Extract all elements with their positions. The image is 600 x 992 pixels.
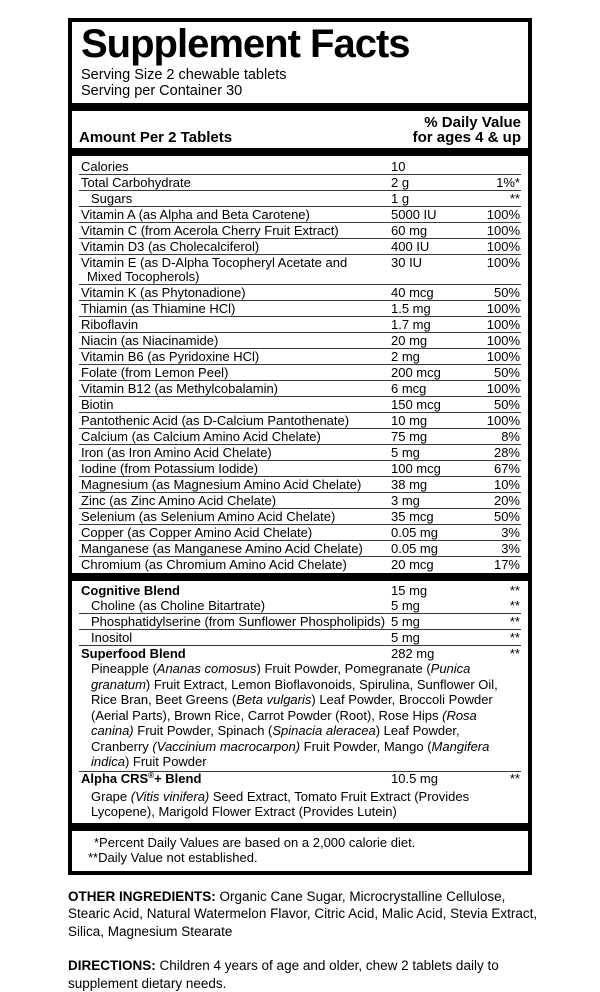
- other-ingredients: [68, 888, 546, 941]
- nutrient-daily-value: [477, 160, 521, 174]
- blend-description: Pineapple (Ananas comosus) Fruit Powder, Pomegranate (Punica granatum) Fruit Extract, Lemon Bioflavonoids, Spirulina, Sunflower Oil, Rice Bran, Beet Greens (Beta vulgaris) Leaf Powder, Broccoli Powder (Aerial Parts), Brown Rice, Carrot Powder (Root), Rose Hips (Rosa canina) Fruit Powder, Spinach (Spinacia aleracea) Leaf Powder, Cranberry (Vaccinium macrocarpon) Fruit Powder, Mango (Mangifera indica) Fruit Powder: [79, 661, 521, 771]
- divider-bar: [72, 823, 528, 831]
- nutrient-amount: 5 mg: [391, 631, 477, 645]
- nutrient-name: Vitamin K (as Phytonadione): [79, 286, 391, 300]
- nutrient-name: Zinc (as Zinc Amino Acid Chelate): [79, 494, 391, 508]
- nutrient-name: Calories: [79, 160, 391, 174]
- nutrient-name: Iron (as Iron Amino Acid Chelate): [79, 446, 391, 460]
- footnote: **Daily Value not established.: [79, 850, 521, 865]
- nutrient-row: [79, 492, 521, 508]
- blend-header-row: [79, 771, 521, 789]
- nutrient-row: [79, 524, 521, 540]
- daily-value-header: [413, 115, 521, 145]
- nutrient-amount: 1.7 mg: [391, 318, 477, 332]
- nutrient-name: Phosphatidylserine (from Sunflower Phospholipids): [79, 615, 391, 629]
- nutrient-amount: 282 mg: [391, 647, 477, 661]
- nutrient-daily-value: 3%: [477, 526, 521, 540]
- nutrient-row: [79, 222, 521, 238]
- nutrient-row: [79, 174, 521, 190]
- divider-bar: [72, 103, 528, 111]
- nutrient-row: [79, 300, 521, 316]
- supplement-facts-panel: [68, 18, 532, 875]
- nutrient-amount: 10 mg: [391, 414, 477, 428]
- nutrient-name: Calcium (as Calcium Amino Acid Chelate): [79, 430, 391, 444]
- nutrient-amount: 60 mg: [391, 224, 477, 238]
- nutrient-daily-value: **: [477, 599, 521, 613]
- nutrient-daily-value: 50%: [477, 366, 521, 380]
- nutrient-name: Vitamin E (as D-Alpha Tocopheryl Acetate and Mixed Tocopherols): [79, 256, 391, 284]
- nutrient-amount: 2 mg: [391, 350, 477, 364]
- nutrient-amount: 5 mg: [391, 615, 477, 629]
- nutrient-amount: 30 IU: [391, 256, 477, 284]
- other-ingredients-label: OTHER INGREDIENTS:: [68, 889, 216, 904]
- nutrient-daily-value: **: [477, 631, 521, 645]
- nutrient-daily-value: 100%: [477, 334, 521, 348]
- nutrient-amount: 20 mg: [391, 334, 477, 348]
- nutrient-daily-value: 67%: [477, 462, 521, 476]
- directions-label: DIRECTIONS:: [68, 958, 156, 973]
- table-header: [79, 111, 521, 148]
- blend-header-row: [79, 583, 521, 598]
- nutrient-amount: 40 mcg: [391, 286, 477, 300]
- nutrient-amount: 1.5 mg: [391, 302, 477, 316]
- amount-per-label: Amount Per 2 Tablets: [79, 130, 232, 145]
- nutrient-name: Folate (from Lemon Peel): [79, 366, 391, 380]
- nutrient-daily-value: 100%: [477, 382, 521, 396]
- nutrient-amount: 3 mg: [391, 494, 477, 508]
- nutrient-amount: 0.05 mg: [391, 526, 477, 540]
- nutrient-row: [79, 190, 521, 206]
- nutrient-daily-value: 50%: [477, 510, 521, 524]
- blend-header-row: [79, 646, 521, 661]
- nutrient-name: Sugars: [79, 192, 391, 206]
- nutrient-daily-value: **: [477, 584, 521, 598]
- nutrient-amount: 100 mcg: [391, 462, 477, 476]
- nutrient-amount: 6 mcg: [391, 382, 477, 396]
- bottom-text: [68, 888, 546, 992]
- nutrient-amount: 38 mg: [391, 478, 477, 492]
- nutrient-daily-value: 100%: [477, 302, 521, 316]
- nutrient-row: [79, 444, 521, 460]
- nutrient-name: Alpha CRS®+ Blend: [79, 772, 391, 788]
- nutrient-amount: 400 IU: [391, 240, 477, 254]
- nutrient-amount: 15 mg: [391, 584, 477, 598]
- nutrient-daily-value: 100%: [477, 350, 521, 364]
- nutrient-daily-value: 100%: [477, 240, 521, 254]
- daily-value-line2: for ages 4 & up: [413, 129, 521, 146]
- nutrient-amount: 75 mg: [391, 430, 477, 444]
- blend-description: Grape (Vitis vinifera) Seed Extract, Tomato Fruit Extract (Provides Lycopene), Marigold Flower Extract (Provides Lutein): [79, 789, 521, 821]
- nutrient-name: Copper (as Copper Amino Acid Chelate): [79, 526, 391, 540]
- nutrient-row: [79, 348, 521, 364]
- nutrient-amount: 35 mcg: [391, 510, 477, 524]
- nutrient-row: [79, 159, 521, 174]
- nutrient-amount: 5 mg: [391, 599, 477, 613]
- divider-bar: [72, 573, 528, 581]
- nutrient-row: [79, 380, 521, 396]
- blend-item-row: [79, 614, 521, 630]
- nutrient-row: [79, 428, 521, 444]
- nutrient-daily-value: 50%: [477, 398, 521, 412]
- nutrient-row: [79, 556, 521, 572]
- nutrient-name: Choline (as Choline Bitartrate): [79, 599, 391, 613]
- nutrient-name: Riboflavin: [79, 318, 391, 332]
- blend-item-row: [79, 630, 521, 646]
- nutrient-row: [79, 396, 521, 412]
- divider-bar: [72, 148, 528, 156]
- nutrient-row: [79, 238, 521, 254]
- nutrient-daily-value: **: [477, 772, 521, 788]
- nutrient-daily-value: 50%: [477, 286, 521, 300]
- nutrient-name: Magnesium (as Magnesium Amino Acid Chelate): [79, 478, 391, 492]
- nutrient-daily-value: 100%: [477, 208, 521, 222]
- nutrient-name: Manganese (as Manganese Amino Acid Chelate): [79, 542, 391, 556]
- nutrient-daily-value: 3%: [477, 542, 521, 556]
- footnote: *Percent Daily Values are based on a 2,000 calorie diet.: [79, 835, 521, 850]
- nutrient-amount: 20 mcg: [391, 558, 477, 572]
- nutrient-amount: 5 mg: [391, 446, 477, 460]
- nutrient-daily-value: 8%: [477, 430, 521, 444]
- nutrient-daily-value: 10%: [477, 478, 521, 492]
- footnotes: [79, 831, 521, 871]
- nutrient-name: Chromium (as Chromium Amino Acid Chelate): [79, 558, 391, 572]
- nutrient-amount: 150 mcg: [391, 398, 477, 412]
- nutrient-daily-value: 1%*: [477, 176, 521, 190]
- nutrient-name: Superfood Blend: [79, 647, 391, 661]
- blend-table: [79, 581, 521, 823]
- panel-title: Supplement Facts: [81, 24, 521, 64]
- nutrient-daily-value: 100%: [477, 224, 521, 238]
- nutrient-name: Vitamin D3 (as Cholecalciferol): [79, 240, 391, 254]
- nutrient-name: Vitamin B6 (as Pyridoxine HCl): [79, 350, 391, 364]
- nutrient-row: [79, 476, 521, 492]
- nutrient-name: Selenium (as Selenium Amino Acid Chelate): [79, 510, 391, 524]
- nutrient-name: Biotin: [79, 398, 391, 412]
- nutrient-row: [79, 332, 521, 348]
- nutrient-row: [79, 316, 521, 332]
- nutrient-name: Inositol: [79, 631, 391, 645]
- nutrient-name: Niacin (as Niacinamide): [79, 334, 391, 348]
- directions-text: Children 4 years of age and older, chew 2 tablets daily to supplement dietary needs.: [68, 958, 499, 991]
- nutrient-daily-value: 100%: [477, 318, 521, 332]
- nutrient-row: [79, 284, 521, 300]
- nutrient-daily-value: **: [477, 615, 521, 629]
- nutrient-name: Vitamin C (from Acerola Cherry Fruit Extract): [79, 224, 391, 238]
- nutrient-row: [79, 540, 521, 556]
- blend-item-row: [79, 598, 521, 614]
- other-ingredients-text: Organic Cane Sugar, Microcrystalline Cellulose, Stearic Acid, Natural Watermelon Flavor, Citric Acid, Malic Acid, Stevia Extract, Silica, Magnesium Stearate: [68, 889, 537, 939]
- nutrient-row: [79, 508, 521, 524]
- serving-size: Serving Size 2 chewable tablets: [81, 67, 521, 83]
- nutrient-row: [79, 254, 521, 284]
- nutrient-name: Total Carbohydrate: [79, 176, 391, 190]
- nutrient-daily-value: **: [477, 647, 521, 661]
- nutrient-name: Iodine (from Potassium Iodide): [79, 462, 391, 476]
- nutrient-daily-value: 20%: [477, 494, 521, 508]
- directions: [68, 957, 546, 992]
- nutrient-name: Vitamin A (as Alpha and Beta Carotene): [79, 208, 391, 222]
- nutrient-daily-value: 17%: [477, 558, 521, 572]
- nutrient-amount: 0.05 mg: [391, 542, 477, 556]
- nutrient-amount: 5000 IU: [391, 208, 477, 222]
- nutrient-daily-value: 100%: [477, 256, 521, 284]
- daily-value-line1: % Daily Value: [424, 114, 521, 131]
- servings-per-container: Serving per Container 30: [81, 83, 521, 99]
- nutrient-name: Vitamin B12 (as Methylcobalamin): [79, 382, 391, 396]
- nutrient-daily-value: **: [477, 192, 521, 206]
- nutrient-row: [79, 460, 521, 476]
- nutrient-amount: 200 mcg: [391, 366, 477, 380]
- nutrient-row: [79, 412, 521, 428]
- nutrient-name: Pantothenic Acid (as D-Calcium Pantothenate): [79, 414, 391, 428]
- nutrient-amount: 10.5 mg: [391, 772, 477, 788]
- nutrient-name: Thiamin (as Thiamine HCl): [79, 302, 391, 316]
- nutrient-name: Cognitive Blend: [79, 584, 391, 598]
- serving-info: [81, 67, 521, 99]
- nutrient-row: [79, 364, 521, 380]
- nutrient-daily-value: 100%: [477, 414, 521, 428]
- nutrient-row: [79, 206, 521, 222]
- nutrient-daily-value: 28%: [477, 446, 521, 460]
- nutrient-amount: 2 g: [391, 176, 477, 190]
- nutrient-amount: 1 g: [391, 192, 477, 206]
- nutrient-amount: 10: [391, 160, 477, 174]
- nutrient-table: [79, 156, 521, 573]
